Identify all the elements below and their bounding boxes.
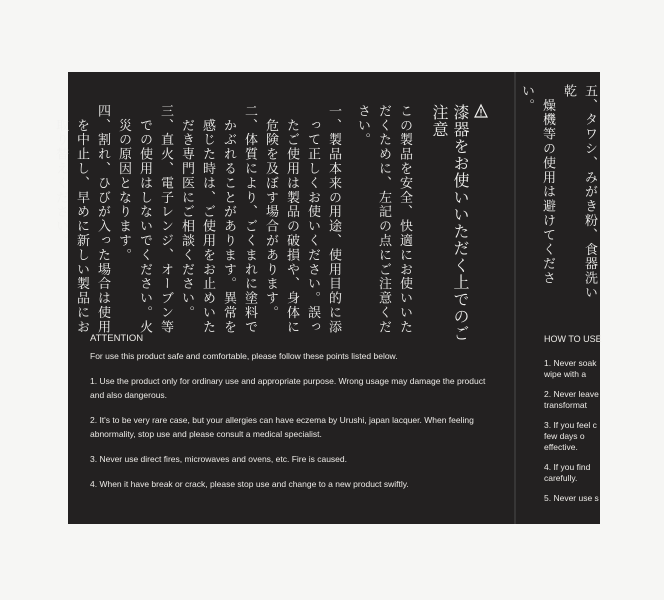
- japanese-item-line: 三、直火、電子レンジ、オーブン等: [158, 104, 173, 335]
- attention-intro: For use this product safe and comfortable, please follow these points listed below.: [90, 351, 398, 361]
- how-to-use-line: 2. Never leave: [544, 389, 599, 399]
- japanese-intro-line: この製品を安全、快適にお使いいた: [397, 104, 412, 335]
- japanese-item-line: だき専門医にご相談ください。: [179, 104, 194, 320]
- japanese-item-line: 二、体質により、ごくまれに塗料で: [242, 104, 257, 335]
- how-to-use-line: effective.: [544, 442, 578, 452]
- japanese-item-line: 燥機等の使用は避けてください。: [519, 84, 555, 286]
- how-to-use-heading: HOW TO USE: [544, 334, 602, 344]
- japanese-item-line: って正しくお使いください。誤っ: [305, 104, 320, 335]
- how-to-use-line: 5. Never use s: [544, 493, 599, 503]
- japanese-intro-line: さい。: [355, 104, 370, 148]
- attention-item: 3. Never use direct fires, microwaves and ovens, etc. Fire is caused.: [90, 454, 347, 464]
- attention-item: 1. Use the product only for ordinary use and appropriate purpose. Wrong usage may damage the product and also dangerous.: [90, 376, 486, 400]
- spacer: [415, 104, 423, 354]
- japanese-item-line: 災の原因となります。: [116, 104, 131, 263]
- how-to-use-item: [544, 493, 664, 504]
- attention-item: 2. It's to be very rare case, but your allergies can have eczema by Urushi, japan lacquer. When feeling abnormality, stop use and please consult a medical specialist.: [90, 415, 474, 439]
- how-to-use-line: 3. If you feel c: [544, 420, 597, 430]
- attention-item: 4. When it have break or crack, please stop use and change to a new product swiftly.: [90, 479, 409, 489]
- japanese-item-line: 感じた時は、ご使用をお止めいた: [200, 104, 215, 335]
- japanese-item-line: かぶれることがあります。異常を: [221, 104, 236, 335]
- japanese-item-line: 取り替えください。: [53, 104, 68, 248]
- japanese-item-line: を中止し、早めに新しい製品にお: [74, 104, 89, 335]
- how-to-use-line: few days o: [544, 431, 585, 441]
- how-to-use-line: 4. If you find: [544, 462, 591, 472]
- japanese-notice: [50, 104, 492, 354]
- how-to-use-item: [544, 420, 664, 453]
- warning-icon: [474, 104, 488, 118]
- japanese-title-row: [423, 104, 492, 354]
- how-to-use-item: [544, 358, 664, 380]
- how-to-use-line: wipe with a: [544, 369, 587, 379]
- japanese-item-line: たご使用は製品の破損や、身体に: [284, 104, 299, 335]
- how-to-use-item: [544, 389, 664, 411]
- japanese-item-five: [516, 84, 600, 314]
- english-notice: [90, 332, 490, 502]
- japanese-item-line: 危険を及ぼす場合があります。: [263, 104, 278, 320]
- spacer: [344, 104, 352, 354]
- attention-heading: ATTENTION: [90, 333, 144, 344]
- how-to-use-line: transformat: [544, 400, 587, 410]
- how-to-use-panel: [519, 72, 602, 524]
- japanese-title: 漆器をお使いいただく上でのご注意: [430, 104, 470, 342]
- instruction-card: [53, 72, 602, 524]
- how-to-use-line: carefully.: [544, 473, 578, 483]
- how-to-use-line: 1. Never soak: [544, 358, 597, 368]
- japanese-item-line: 五、タワシ、みがき粉、食器洗い乾: [561, 84, 597, 300]
- japanese-item-line: での使用はしないでください。火: [137, 104, 152, 335]
- japanese-item-line: 四、割れ、ひびが入った場合は使用: [95, 104, 110, 335]
- how-to-use-list: [544, 358, 664, 513]
- japanese-intro-line: だくために、左記の点にご注意くだ: [376, 104, 391, 335]
- how-to-use-item: [544, 462, 664, 484]
- japanese-item-line: 一、製品本来の用途、使用目的に添: [326, 104, 341, 335]
